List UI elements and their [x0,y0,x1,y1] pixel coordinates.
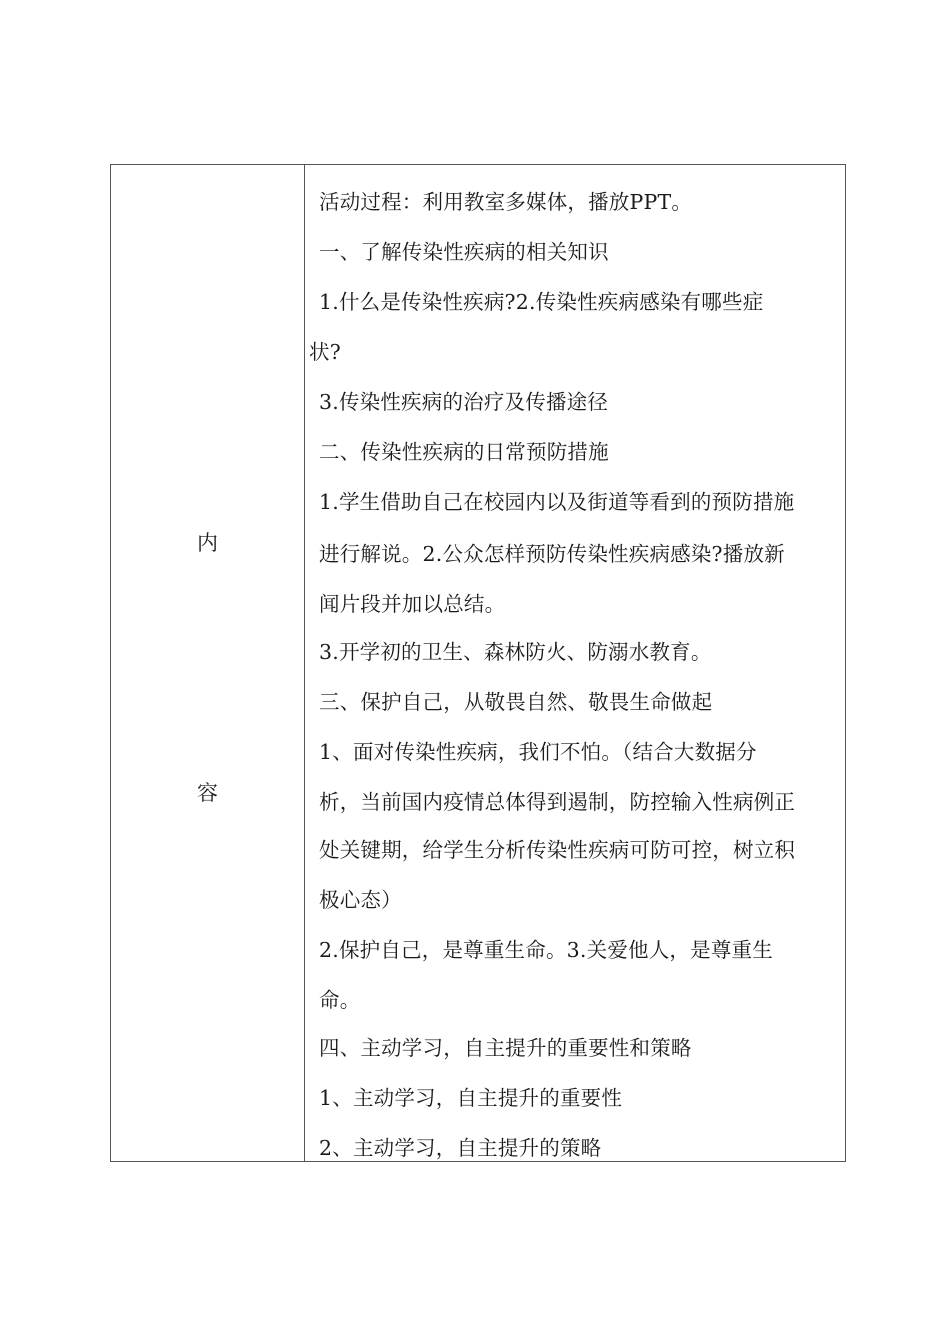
label-column [111,165,305,1161]
section-1-item-1-line-2: 状? [309,340,341,364]
section-3-item-2-line-1: 2.保护自己，是尊重生命。3.关爱他人，是尊重生 [319,938,773,962]
label-char-2: 容 [197,781,218,805]
section-4-item-1: 1、主动学习，自主提升的重要性 [319,1086,623,1110]
section-3-item-1-line-2: 析，当前国内疫情总体得到遏制，防控输入性病例正 [319,790,796,814]
section-2-item-1-line-1: 1.学生借助自己在校园内以及街道等看到的预防措施 [319,490,795,514]
section-3-item-1-line-3: 处关键期，给学生分析传染性疾病可防可控，树立积 [319,838,796,862]
section-3-item-1-line-4: 极心态） [319,888,402,912]
content-column [305,165,845,1161]
section-1-item-1-line-1: 1.什么是传染性疾病?2.传染性疾病感染有哪些症 [319,290,764,314]
section-1-item-2: 3.传染性疾病的治疗及传播途径 [319,390,609,414]
section-2-item-1-line-2: 进行解说。2.公众怎样预防传染性疾病感染?播放新 [319,542,785,566]
section-2-title: 二、传染性疾病的日常预防措施 [319,440,609,464]
label-char-1: 内 [197,531,218,555]
section-2-item-1-line-3: 闻片段并加以总结。 [319,592,506,616]
section-4-title: 四、主动学习，自主提升的重要性和策略 [319,1036,692,1060]
section-3-item-1-line-1: 1、面对传染性疾病，我们不怕。（结合大数据分 [319,740,757,764]
section-2-item-2: 3.开学初的卫生、森林防火、防溺水教育。 [319,640,712,664]
section-1-title: 一、了解传染性疾病的相关知识 [319,240,609,264]
section-3-title: 三、保护自己，从敬畏自然、敬畏生命做起 [319,690,713,714]
section-4-item-2: 2、主动学习，自主提升的策略 [319,1136,602,1160]
content-table [110,164,846,1162]
intro-line: 活动过程：利用教室多媒体，播放PPT。 [319,190,693,214]
section-3-item-2-line-2: 命。 [319,988,361,1012]
